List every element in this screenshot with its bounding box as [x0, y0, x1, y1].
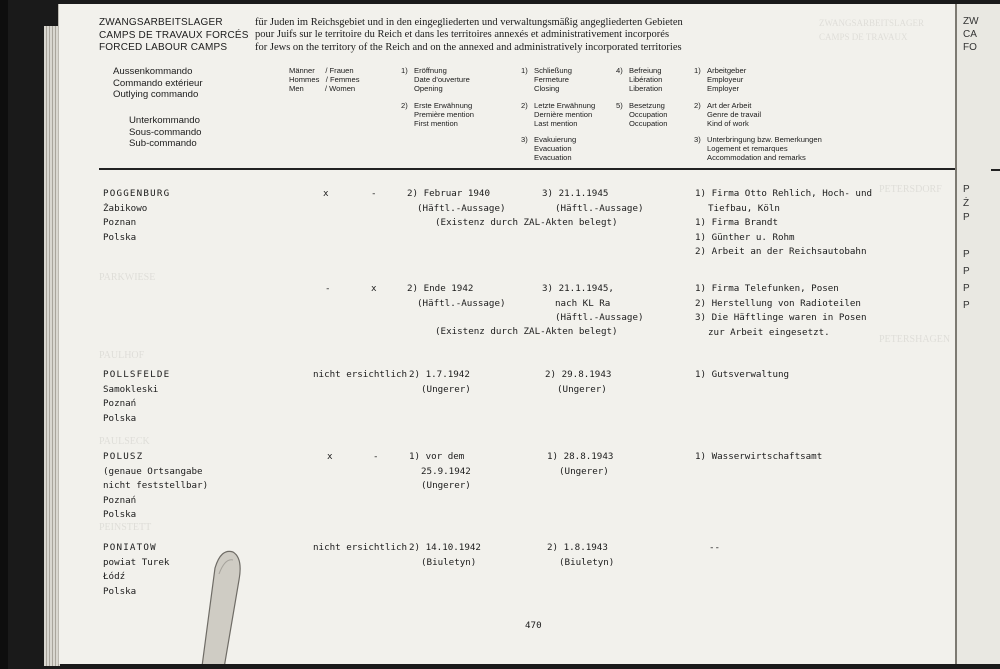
- camp-name: POLUSZ: [103, 451, 144, 462]
- location-line: Samokleski: [103, 383, 159, 395]
- header-text-fr: Libération: [629, 75, 663, 85]
- camp-type-heading: [99, 17, 249, 55]
- location-line: powiat Turek: [103, 556, 170, 568]
- remark-line: 1) Firma Telefunken, Posen: [695, 283, 839, 294]
- header-text-fr: Genre de travail: [707, 110, 762, 120]
- remark-line: 1) Firma Brandt: [695, 217, 778, 228]
- header-text-de: Befreiung: [629, 66, 662, 75]
- header-text-fr: Evacuation: [534, 144, 572, 154]
- entry-location: [103, 450, 208, 523]
- remarks-cell: [695, 187, 872, 260]
- remark-line: 1) Firma Otto Rehlich, Hoch- und: [695, 188, 873, 199]
- column-header-opening: [401, 66, 470, 94]
- men-marker: x: [327, 451, 333, 462]
- header-text-fr: Fermeture: [534, 75, 570, 85]
- remark-line: Tiefbau, Köln: [708, 202, 780, 214]
- opposite-page-text: CA: [963, 29, 977, 40]
- location-line: nicht feststellbar): [103, 480, 209, 491]
- unterkommando-en: Sub-commando: [129, 138, 197, 149]
- column-number: 1): [401, 66, 408, 75]
- opening-line: 2) Ende 1942: [407, 283, 474, 294]
- closing-cell: [542, 187, 644, 216]
- closing-cell: [542, 282, 644, 326]
- closing-line: 2) 29.8.1943: [545, 369, 612, 380]
- sex-not-determinable: nicht ersichtlich: [313, 542, 408, 553]
- bleed-through-text: CAMPS DE TRAVAUX: [819, 32, 908, 42]
- location-line: Polska: [103, 412, 137, 424]
- entry-location: [103, 187, 170, 245]
- column-number: 4): [616, 66, 623, 75]
- remarks-cell: [695, 282, 866, 340]
- entry-location: [103, 368, 170, 426]
- opposite-page-text: FO: [963, 42, 977, 53]
- bleed-through-text: PAULSECK: [99, 436, 150, 447]
- closing-line: (Biuletyn): [559, 556, 615, 568]
- header-text-fr: Logement et remarques: [707, 144, 788, 154]
- description-fr: pour Juifs sur le territoire du Reich et dans les territoires annexés et administrativement incorporés: [255, 29, 670, 41]
- camp-name: POGGENBURG: [103, 188, 171, 199]
- location-line: Polska: [103, 585, 137, 597]
- header-text-de: Art der Arbeit: [707, 101, 752, 110]
- remark-line: --: [709, 542, 721, 553]
- entry-location: [103, 541, 169, 599]
- women-marker: -: [371, 188, 377, 199]
- description-heading: [255, 17, 683, 54]
- opening-line: (Häftl.-Aussage): [417, 297, 506, 309]
- sex-not-determinable: nicht ersichtlich: [313, 369, 408, 380]
- remark-line: zur Arbeit eingesetzt.: [708, 326, 830, 338]
- aussenkommando-en: Outlying commando: [113, 89, 199, 100]
- sex-men-fr: Hommes: [289, 75, 320, 85]
- header-text-fr: Première mention: [414, 110, 474, 120]
- opposite-page-text: Ż: [963, 198, 970, 209]
- column-header-closing: [521, 66, 572, 94]
- column-header-accommodation: [694, 135, 822, 163]
- header-text-de: Letzte Erwähnung: [534, 101, 596, 110]
- closing-cell: [547, 541, 614, 570]
- camp-name: PONIATOW: [103, 542, 157, 553]
- remark-line: 1) Gutsverwaltung: [695, 369, 790, 380]
- closing-line: nach KL Ra: [555, 297, 611, 309]
- remark-line: 3) Die Häftlinge waren in Posen: [695, 312, 867, 323]
- closing-line: (Ungerer): [557, 383, 607, 395]
- opening-line: (Ungerer): [421, 383, 471, 395]
- opposite-page-text: P: [963, 184, 970, 195]
- men-marker: -: [325, 283, 331, 294]
- opposite-page-rule: [991, 169, 1000, 171]
- sex-men-de: Männer: [289, 66, 315, 75]
- header-text-en: First mention: [414, 119, 458, 129]
- column-number: 2): [694, 101, 701, 110]
- location-line: Polska: [103, 509, 137, 520]
- camp-type-de: ZWANGSARBEITSLAGER: [99, 17, 223, 28]
- book-spine-shadow: [0, 0, 8, 669]
- aussenkommando-fr: Commando extérieur: [113, 77, 203, 89]
- remark-line: 1) Günther u. Rohm: [695, 231, 795, 243]
- closing-line: 3) 21.1.1945,: [542, 283, 614, 294]
- closing-cell: [545, 368, 611, 397]
- sex-men-en: Men: [289, 84, 304, 94]
- closing-line: (Ungerer): [559, 465, 609, 477]
- bleed-through-text: ZWANGSARBEITSLAGER: [819, 18, 924, 28]
- opposite-page-text: P: [963, 249, 970, 260]
- evidence-note: (Existenz durch ZAL-Akten belegt): [435, 326, 618, 337]
- column-number: 2): [521, 101, 528, 110]
- header-text-en: Occupation: [629, 119, 668, 129]
- header-text-en: Closing: [534, 84, 560, 94]
- column-number: 2): [401, 101, 408, 110]
- header-text-de: Eröffnung: [414, 66, 447, 75]
- remarks-cell: [709, 541, 720, 556]
- camp-name: POLLSFELDE: [103, 369, 171, 380]
- opening-line: 2) 1.7.1942: [409, 369, 470, 380]
- opening-cell: [409, 368, 471, 397]
- book-page: [58, 4, 956, 664]
- remarks-cell: [695, 368, 789, 383]
- header-text-fr: Employeur: [707, 75, 744, 85]
- closing-line: (Häftl.-Aussage): [555, 202, 644, 214]
- column-header-first-mention: [401, 101, 474, 129]
- column-header-employer: [694, 66, 746, 94]
- sex-women-en: / Women: [324, 84, 356, 94]
- column-number: 3): [694, 135, 701, 144]
- closing-line: 2) 1.8.1943: [547, 542, 608, 553]
- column-header-last-mention: [521, 101, 595, 129]
- opening-line: 1) vor dem: [409, 451, 465, 462]
- opening-line: (Biuletyn): [421, 556, 477, 568]
- opening-line: 2) 14.10.1942: [409, 542, 481, 553]
- closing-cell: [547, 450, 613, 479]
- header-divider: [99, 168, 956, 170]
- remark-line: 1) Wasserwirtschaftsamt: [695, 451, 823, 462]
- location-line: Poznań: [103, 398, 137, 409]
- opening-cell: [409, 450, 471, 494]
- column-number: 3): [521, 135, 528, 144]
- column-number: 1): [521, 66, 528, 75]
- aussenkommando-label: [113, 66, 203, 101]
- closing-line: (Häftl.-Aussage): [555, 312, 644, 323]
- camp-type-en: FORCED LABOUR CAMPS: [99, 42, 228, 53]
- header-text-de: Erste Erwähnung: [414, 101, 473, 110]
- opening-line: 2) Februar 1940: [407, 188, 490, 199]
- column-header-evacuation: [521, 135, 576, 163]
- unterkommando-label: [129, 115, 202, 150]
- unterkommando-de: Unterkommando: [129, 115, 200, 126]
- closing-line: 3) 21.1.1945: [542, 188, 609, 199]
- aussenkommando-de: Aussenkommando: [113, 66, 193, 77]
- opposite-page-text: P: [963, 300, 970, 311]
- header-text-de: Unterbringung bzw. Bemerkungen: [707, 135, 822, 144]
- closing-line: 1) 28.8.1943: [547, 451, 614, 462]
- camp-type-fr: CAMPS DE TRAVAUX FORCÉS: [99, 29, 249, 41]
- opposite-page-text: ZW: [963, 16, 979, 27]
- opening-line: 25.9.1942: [421, 465, 471, 477]
- location-line: Żabikowo: [103, 202, 148, 214]
- location-line: Poznan: [103, 217, 137, 228]
- header-text-fr: Occupation: [629, 110, 668, 120]
- column-number: 1): [694, 66, 701, 75]
- remarks-cell: [695, 450, 822, 465]
- header-text-en: Evacuation: [534, 153, 572, 163]
- opening-line: (Ungerer): [421, 480, 471, 491]
- thumb-photo-artifact: [179, 534, 259, 664]
- remark-line: 2) Herstellung von Radioteilen: [695, 297, 861, 309]
- men-marker: x: [323, 188, 329, 199]
- column-header-liberation: [616, 66, 662, 94]
- header-text-en: Last mention: [534, 119, 578, 129]
- header-text-en: Accommodation and remarks: [707, 153, 806, 163]
- header-text-de: Evakuierung: [534, 135, 577, 144]
- column-header-kind-of-work: [694, 101, 761, 129]
- column-header-occupation: [616, 101, 667, 129]
- location-line: Polska: [103, 231, 137, 243]
- description-de: für Juden im Reichsgebiet und in den eingegliederten und verwaltungsmäßig angegliederten Gebieten: [255, 17, 683, 28]
- opening-cell: [407, 187, 506, 216]
- bleed-through-text: PEINSTETT: [99, 522, 152, 533]
- column-header-sex: [289, 66, 360, 94]
- evidence-note: (Existenz durch ZAL-Akten belegt): [435, 217, 618, 228]
- header-text-de: Besetzung: [629, 101, 665, 110]
- header-text-en: Liberation: [629, 84, 663, 94]
- opposite-page-fragment: [955, 4, 1000, 664]
- opening-cell: [407, 282, 506, 311]
- opposite-page-text: P: [963, 283, 970, 294]
- header-text-en: Opening: [414, 84, 443, 94]
- description-en: for Jews on the territory of the Reich and on the annexed and administratively incorporated territories: [255, 41, 682, 53]
- bleed-through-text: PAULHOF: [99, 350, 145, 361]
- women-marker: x: [371, 283, 377, 294]
- header-text-fr: Date d'ouverture: [414, 75, 470, 85]
- opening-cell: [409, 541, 481, 570]
- page-number: 470: [525, 620, 542, 631]
- header-text-fr: Dernière mention: [534, 110, 593, 120]
- sex-women-fr: / Femmes: [325, 75, 360, 85]
- header-text-de: Arbeitgeber: [707, 66, 747, 75]
- opposite-page-text: P: [963, 266, 970, 277]
- header-text-en: Employer: [707, 84, 740, 94]
- location-line: Łódź: [103, 571, 126, 582]
- bleed-through-text: PETERSHAGEN: [879, 334, 951, 345]
- location-line: (genaue Ortsangabe: [103, 465, 203, 477]
- remark-line: 2) Arbeit an der Reichsautobahn: [695, 246, 867, 257]
- unterkommando-fr: Sous-commando: [129, 126, 202, 138]
- bleed-through-text: PARKWIESE: [99, 272, 156, 283]
- bleed-through-text: PETERSDORF: [879, 184, 942, 195]
- opposite-page-text: P: [963, 212, 970, 223]
- sex-women-de: / Frauen: [325, 66, 354, 75]
- column-number: 5): [616, 101, 623, 110]
- header-text-de: Schließung: [534, 66, 572, 75]
- opening-line: (Häftl.-Aussage): [417, 202, 506, 214]
- header-text-en: Kind of work: [707, 119, 749, 129]
- women-marker: -: [373, 451, 379, 462]
- location-line: Poznań: [103, 494, 137, 506]
